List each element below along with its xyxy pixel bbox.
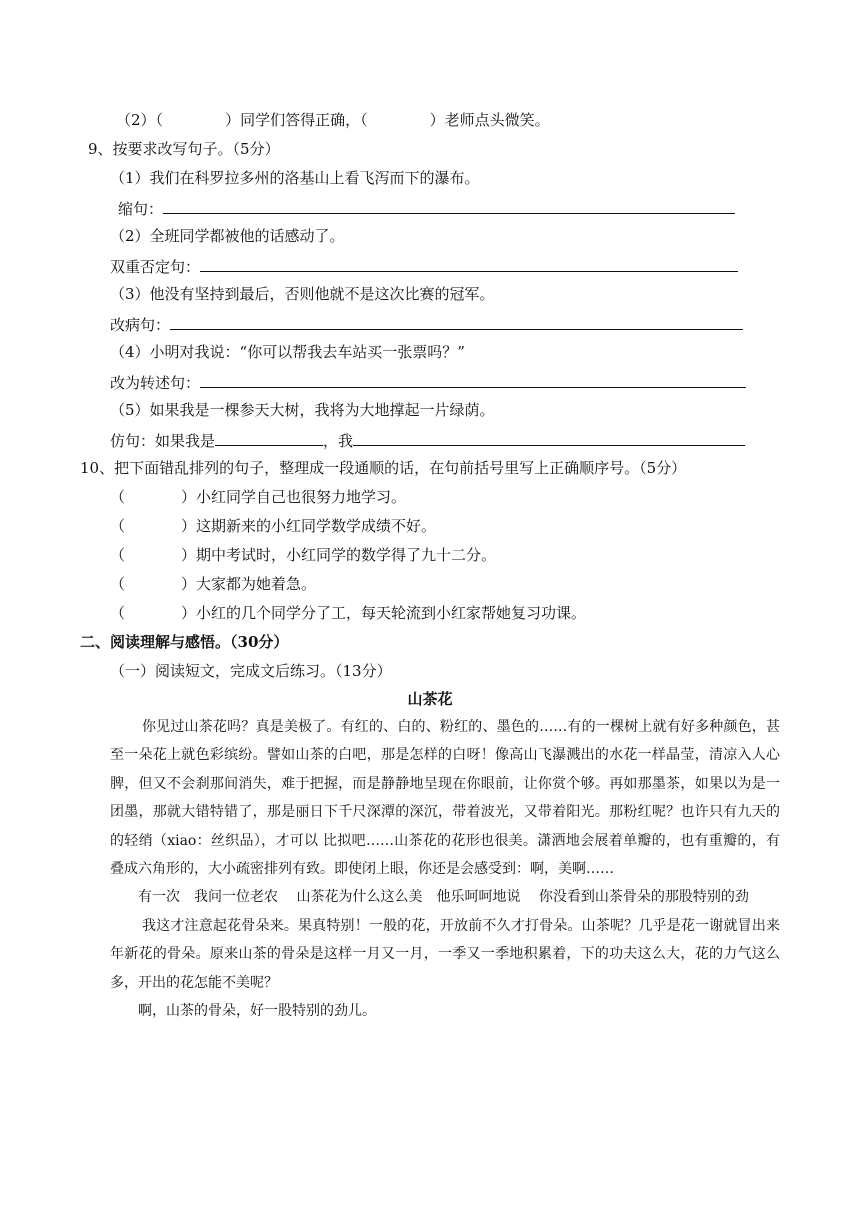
answer-line-3[interactable] xyxy=(170,313,743,330)
q9-answer-2: 双重否定句： xyxy=(110,255,738,277)
q9-answer-1: 缩句： xyxy=(118,197,735,219)
q9-sentence-4: （4）小明对我说：“你可以帮我去车站买一张票吗？” xyxy=(110,343,465,361)
section-2-heading: 二、阅读理解与感悟。（30分） xyxy=(80,633,289,651)
q8-2-number: （2） xyxy=(116,111,156,129)
q9-answer-4: 改为转述句： xyxy=(110,371,746,393)
answer-line-5a[interactable] xyxy=(215,429,323,446)
q9-title: 9、按要求改写句子。（5分） xyxy=(88,140,280,158)
answer-line-5b[interactable] xyxy=(353,429,745,446)
q8-2-line: （2）（ ）同学们答得正确，（ ）老师点头微笑。 xyxy=(116,111,550,129)
article-body xyxy=(110,713,780,1025)
q9-sentence-5: （5）如果我是一棵参天大树，我将为大地撑起一片绿荫。 xyxy=(110,401,495,419)
q9-sentence-2: （2）全班同学都被他的话感动了。 xyxy=(110,227,345,245)
q10-item: （ ）小红的几个同学分了工，每天轮流到小红家帮她复习功课。 xyxy=(110,604,587,622)
q9-answer-3: 改病句： xyxy=(110,313,743,335)
answer-line-2[interactable] xyxy=(200,255,738,272)
paragraph-2: 有一次 我问一位老农 山茶花为什么这么美 他乐呵呵地说 你没看到山茶骨朵的那股特别的劲 xyxy=(138,889,749,906)
q9-answer-5: 仿句：如果我是 ，我 xyxy=(110,429,745,451)
q10-title: 10、把下面错乱排列的句子，整理成一段通顺的话，在句前括号里写上正确顺序号。（5分） xyxy=(80,459,687,477)
q10-item: （ ）大家都为她着急。 xyxy=(110,575,317,593)
q10-item: （ ）期中考试时，小红同学的数学得了九十二分。 xyxy=(110,546,497,564)
q10-item: （ ）这期新来的小红同学数学成绩不好。 xyxy=(110,517,437,535)
q10-item: （ ）小红同学自己也很努力地学习。 xyxy=(110,488,407,506)
answer-line-1[interactable] xyxy=(163,197,735,214)
q9-sentence-1: （1）我们在科罗拉多州的洛基山上看飞泻而下的瀑布。 xyxy=(110,169,480,187)
paragraph-3: 我这才注意起花骨朵来。果真特别！一般的花，开放前不久才打骨朵。山茶呢？几乎是花一谢就冒出来年新花的骨朵。原来山茶的骨朵是这样一月又一月，一季又一季地积累着，下的功夫这么大，花的力气这么多，开出的花怎能不美呢？ xyxy=(110,917,780,991)
article-title: 山茶花 xyxy=(407,690,453,708)
answer-line-4[interactable] xyxy=(200,371,746,388)
q9-sentence-3: （3）他没有坚持到最后，否则他就不是这次比赛的冠军。 xyxy=(110,285,495,303)
paragraph-1: 你见过山茶花吗？真是美极了。有红的、白的、粉红的、墨色的……有的一棵树上就有好多种颜色，甚至一朵花上就色彩缤纷。譬如山茶的白吧，那是怎样的白呀！像高山飞瀑溅出的水花一样晶莹，清凉入人心脾，但又不会刹那间消失，难于把握，而是静静地呈现在你眼前，让你赏个够。再如那墨茶，如果以为是一团墨，那就大错特错了，那是丽日下千尺深潭的深沉，带着波光，又带着阳光。那粉红呢？也许只有九天的的轻绡（xiao：丝织品），才可以 比拟吧……山茶花的花形也很美。潇洒地会展着单瓣的，也有重瓣的，有叠成六角形的，大小疏密排列有致。即使闭上眼，你还是会感受到：啊，美啊…… xyxy=(110,719,780,878)
paragraph-4: 啊，山茶的骨朵，好一股特别的劲儿。 xyxy=(138,1003,376,1020)
section-2-subheading: （一）阅读短文，完成文后练习。（13分） xyxy=(110,662,392,680)
